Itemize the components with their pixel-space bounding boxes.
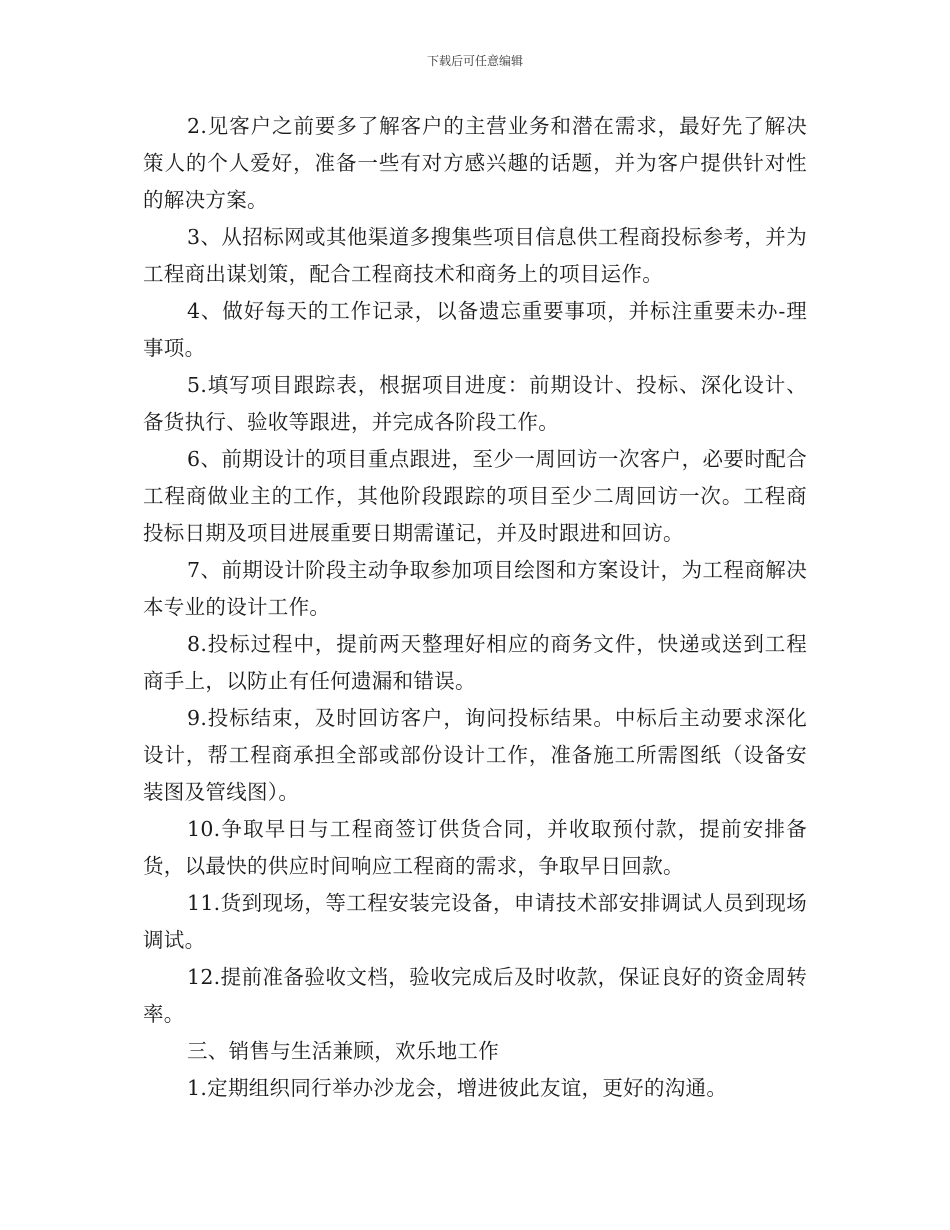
section-heading-3: 三、销售与生活兼顾，欢乐地工作 xyxy=(187,1039,499,1063)
paragraph-7: 7、前期设计阶段主动争取参加项目绘图和方案设计，为工程商解决本专业的设计工作。 xyxy=(143,558,807,619)
paragraph-6: 6、前期设计的项目重点跟进，至少一周回访一次客户，必要时配合工程商做业主的工作，其他阶段跟踪的项目至少二周回访一次。工程商投标日期及项目进展重要日期需谨记，并及时跟进和回访。 xyxy=(143,447,807,545)
paragraph-4: 4、做好每天的工作记录，以备遗忘重要事项，并标注重要未办-理事项。 xyxy=(143,299,807,360)
paragraph-10: 10.争取早日与工程商签订供货合同，并收取预付款，提前安排备货，以最快的供应时间响应工程商的需求，争取早日回款。 xyxy=(143,817,807,878)
page-header: 下载后可任意编辑 xyxy=(426,54,523,68)
paragraph-3: 3、从招标网或其他渠道多搜集些项目信息供工程商投标参考，并为工程商出谋划策，配合工程商技术和商务上的项目运作。 xyxy=(143,225,807,286)
paragraph-section3-1: 1.定期组织同行举办沙龙会，增进彼此友谊，更好的沟通。 xyxy=(187,1076,728,1100)
paragraph-11: 11.货到现场，等工程安装完设备，申请技术部安排调试人员到现场调试。 xyxy=(143,891,807,952)
paragraph-9: 9.投标结束，及时回访客户，询问投标结果。中标后主动要求深化设计，帮工程商承担全部或部份设计工作，准备施工所需图纸（设备安装图及管线图）。 xyxy=(143,706,807,804)
paragraph-2: 2.见客户之前要多了解客户的主营业务和潜在需求，最好先了解决策人的个人爱好，准备一些有对方感兴趣的话题，并为客户提供针对性的解决方案。 xyxy=(143,114,807,212)
paragraph-8: 8.投标过程中，提前两天整理好相应的商务文件，快递或送到工程商手上，以防止有任何遗漏和错误。 xyxy=(143,632,807,693)
document-body xyxy=(143,108,807,1107)
paragraph-5: 5.填写项目跟踪表，根据项目进度：前期设计、投标、深化设计、备货执行、验收等跟进，并完成各阶段工作。 xyxy=(143,373,807,434)
paragraph-12: 12.提前准备验收文档，验收完成后及时收款，保证良好的资金周转率。 xyxy=(143,965,807,1026)
